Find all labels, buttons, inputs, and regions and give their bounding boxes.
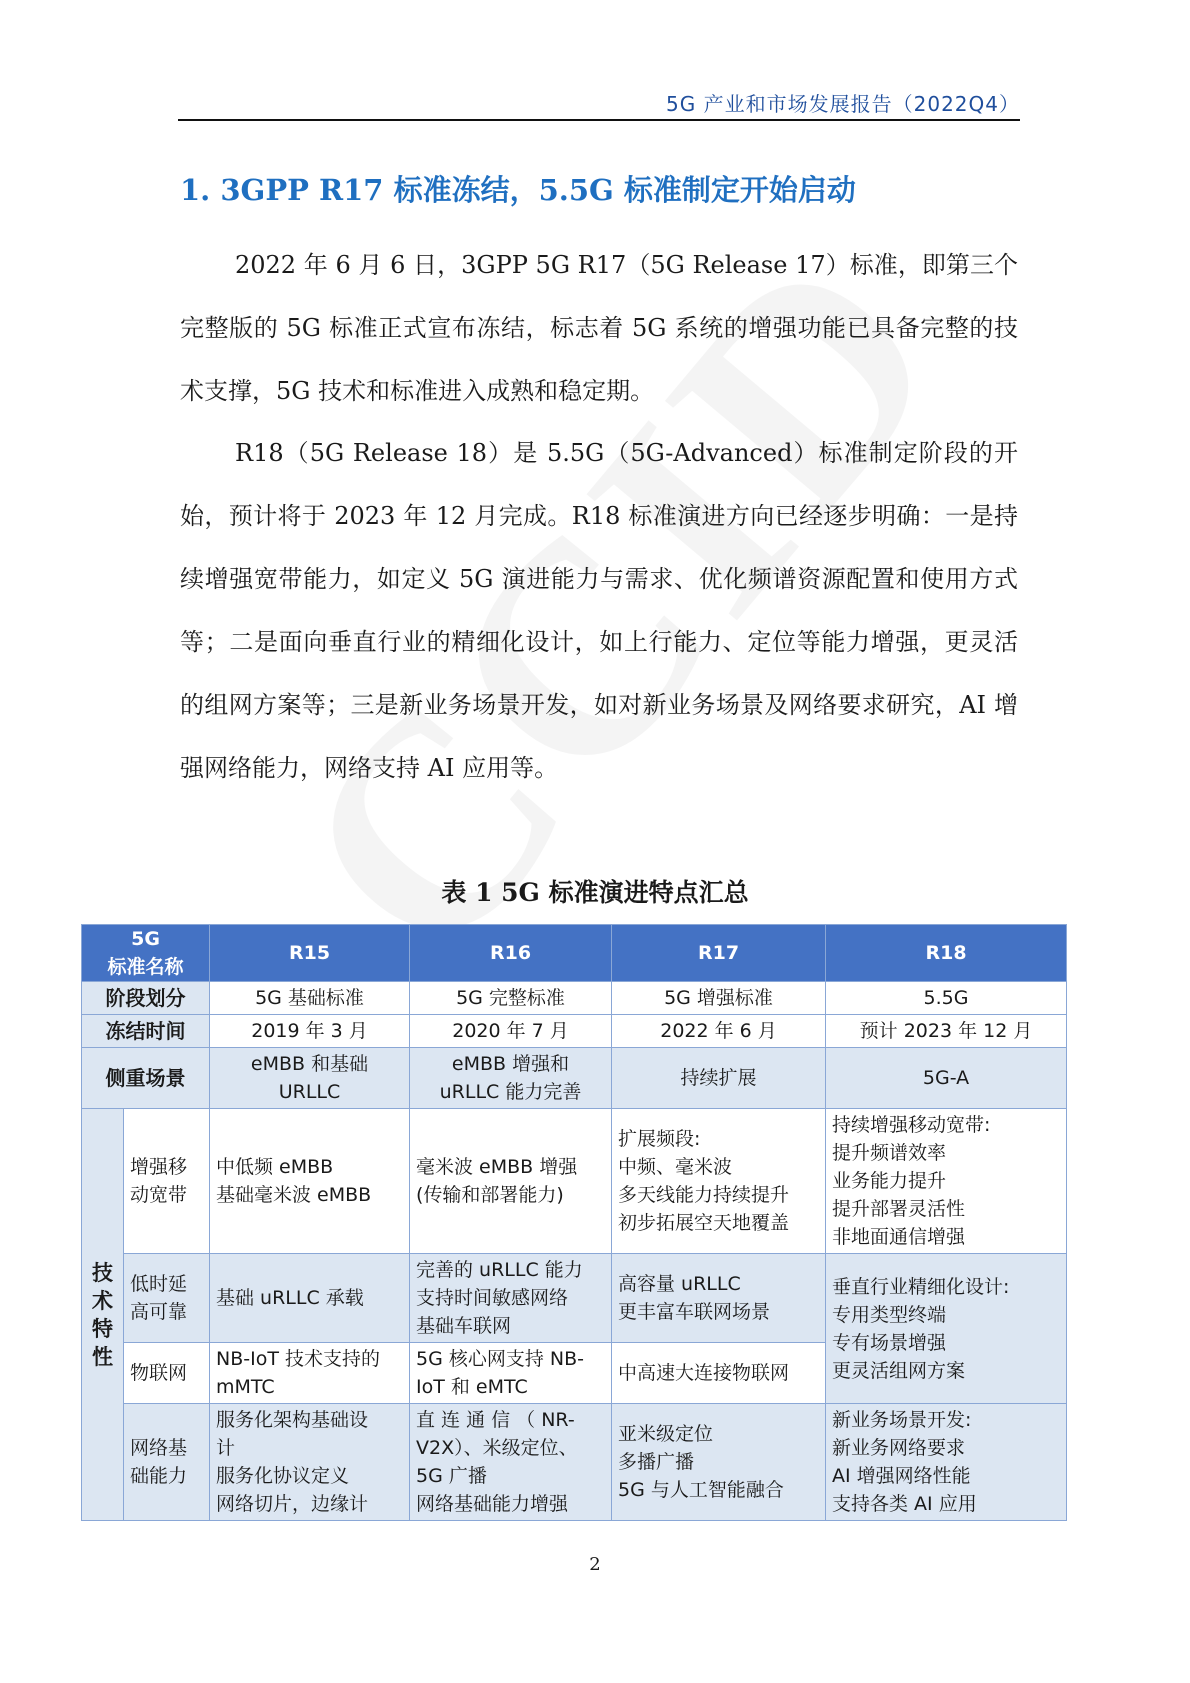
cell: 2022 年 6 月: [612, 1015, 826, 1048]
row-label-iot: 物联网: [124, 1343, 210, 1404]
table-caption: 表 1 5G 标准演进特点汇总: [441, 878, 749, 907]
row-label-network: 网络基 础能力: [124, 1404, 210, 1521]
paragraph-1: 2022 年 6 月 6 日，3GPP 5G R17（5G Release 17）标准，即第三个完整版的 5G 标准正式宣布冻结，标志着 5G 系统的增强功能已具备完整的技术支撑，5G 技术和标准进入成熟和稳定期。: [180, 251, 1018, 405]
cell: 持续增强移动宽带: 提升频谱效率 业务能力提升 提升部署灵活性 非地面通信增强: [826, 1109, 1067, 1254]
cell: 5G 增强标准: [612, 982, 826, 1015]
header-r18: R18: [826, 925, 1067, 982]
cell: eMBB 增强和 uRLLC 能力完善: [410, 1048, 612, 1109]
running-header: 5G 产业和市场发展报告（2022Q4）: [666, 92, 1020, 116]
cell: 新业务场景开发: 新业务网络要求 AI 增强网络性能 支持各类 AI 应用: [826, 1404, 1067, 1521]
header-standard-name: 5G 标准名称: [82, 925, 210, 982]
cell: eMBB 和基础 URLLC: [210, 1048, 410, 1109]
row-group-label-tech: 技 术 特 性: [82, 1109, 124, 1521]
cell: 服务化架构基础设 计 服务化协议定义 网络切片，边缘计: [210, 1404, 410, 1521]
table-row-freeze: [82, 1015, 1067, 1048]
cell: 亚米级定位 多播广播 5G 与人工智能融合: [612, 1404, 826, 1521]
cell: 5G 核心网支持 NB- IoT 和 eMTC: [410, 1343, 612, 1404]
paragraph-2: R18（5G Release 18）是 5.5G（5G-Advanced）标准制定阶段的开始，预计将于 2023 年 12 月完成。R18 标准演进方向已经逐步明确：一是持续增强宽带能力，如定义 5G 演进能力与需求、优化频谱资源配置和使用方式等；二是面向垂直行业的精细化设计，如上行能力、定位等能力增强，更灵活的组网方案等；三是新业务场景开发，如对新业务场景及网络要求研究，AI 增强网络能力，网络支持 AI 应用等。: [180, 439, 1018, 782]
cell: 5G 完整标准: [410, 982, 612, 1015]
cell: NB-IoT 技术支持的 mMTC: [210, 1343, 410, 1404]
header-divider: [178, 119, 1020, 121]
section-heading: 1. 3GPP R17 标准冻结，5.5G 标准制定开始启动: [180, 173, 856, 207]
cell: 2020 年 7 月: [410, 1015, 612, 1048]
table-row-urllc: [82, 1254, 1067, 1343]
header-r16: R16: [410, 925, 612, 982]
cell: 高容量 uRLLC 更丰富车联网场景: [612, 1254, 826, 1343]
cell: 5.5G: [826, 982, 1067, 1015]
cell: 中高速大连接物联网: [612, 1343, 826, 1404]
cell: 毫米波 eMBB 增强 (传输和部署能力): [410, 1109, 612, 1254]
header-r15: R15: [210, 925, 410, 982]
cell: 2019 年 3 月: [210, 1015, 410, 1048]
cell: 完善的 uRLLC 能力 支持时间敏感网络 基础车联网: [410, 1254, 612, 1343]
page-number: 2: [589, 1554, 601, 1575]
table-row-network: [82, 1404, 1067, 1521]
cell: 持续扩展: [612, 1048, 826, 1109]
cell: 中低频 eMBB 基础毫米波 eMBB: [210, 1109, 410, 1254]
cell: 扩展频段: 中频、毫米波 多天线能力持续提升 初步拓展空天地覆盖: [612, 1109, 826, 1254]
row-label-stage: 阶段划分: [82, 982, 210, 1015]
table-row-stage: [82, 982, 1067, 1015]
row-label-urllc: 低时延 高可靠: [124, 1254, 210, 1343]
table-row-embb: [82, 1109, 1067, 1254]
cell: 垂直行业精细化设计: 专用类型终端 专有场景增强 更灵活组网方案: [826, 1254, 1067, 1404]
table-header-row: [82, 925, 1067, 982]
cell: 预计 2023 年 12 月: [826, 1015, 1067, 1048]
row-label-freeze: 冻结时间: [82, 1015, 210, 1048]
standards-table: [81, 924, 1067, 1521]
cell: 直 连 通 信 （ NR- V2X）、米级定位、 5G 广播 网络基础能力增强: [410, 1404, 612, 1521]
row-label-scenario: 侧重场景: [82, 1048, 210, 1109]
cell: 5G 基础标准: [210, 982, 410, 1015]
cell: 5G-A: [826, 1048, 1067, 1109]
header-r17: R17: [612, 925, 826, 982]
table-row-scenario: [82, 1048, 1067, 1109]
row-label-embb: 增强移 动宽带: [124, 1109, 210, 1254]
cell: 基础 uRLLC 承载: [210, 1254, 410, 1343]
